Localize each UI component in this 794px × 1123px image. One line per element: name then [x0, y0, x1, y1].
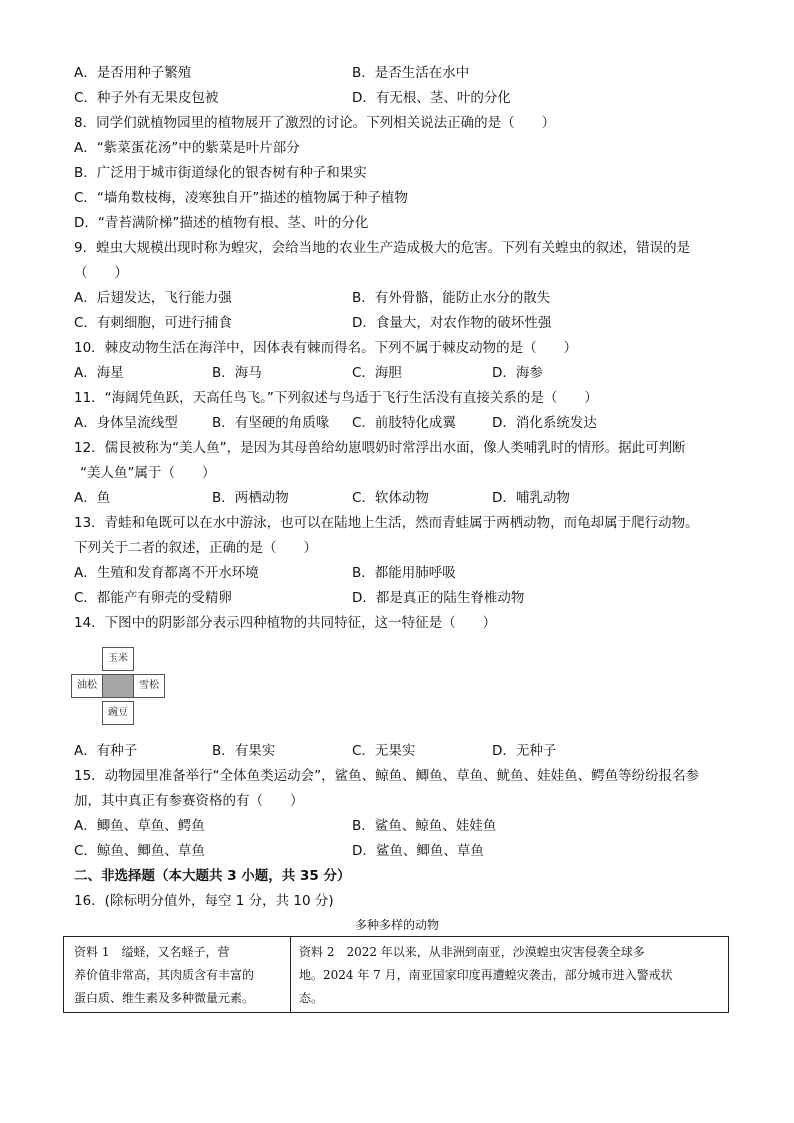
- q13-option-d: D．都是真正的陆生脊椎动物: [352, 590, 525, 606]
- table-title: 多种多样的动物: [354, 918, 439, 932]
- material-2-line: 资料 2 2022 年以来，从非洲到南亚，沙漠蝗虫灾害侵袭全球多: [299, 945, 645, 959]
- q15-stem-cont: 加，其中真正有参赛资格的有（ ）: [74, 793, 304, 809]
- q14-option-a: A．有种子: [74, 743, 138, 759]
- q11-option-c: C．前肢特化成翼: [352, 415, 456, 431]
- material-1-cell: [64, 937, 291, 1012]
- q14-option-b: B．有果实: [212, 743, 276, 759]
- q10-option-d: D．海参: [492, 365, 543, 381]
- q10-stem: 10．棘皮动物生活在海洋中，因体表有棘而得名。下列不属于棘皮动物的是（ ）: [74, 340, 578, 356]
- q12-option-a: A．鱼: [74, 490, 111, 506]
- q11-option-b: B．有坚硬的角质喙: [212, 415, 330, 431]
- q9-option-d: D．食量大，对农作物的破坏性强: [352, 315, 552, 331]
- q12-option-c: C．软体动物: [352, 490, 429, 506]
- q7-option-c: C．种子外有无果皮包被: [74, 90, 219, 106]
- q16-stem: 16．(除标明分值外，每空 1 分，共 10 分): [74, 893, 334, 909]
- q12-option-d: D．哺乳动物: [492, 490, 570, 506]
- section-title: 二、非选择题（本大题共 3 小题，共 35 分）: [74, 868, 351, 884]
- q8-option-d: D．“青苔满阶梯”描述的植物有根、茎、叶的分化: [74, 215, 369, 231]
- q11-stem: 11．“海阔凭鱼跃，天高任鸟飞。”下列叙述与鸟适于飞行生活没有直接关系的是（ ）: [74, 390, 598, 406]
- material-2-line: 态。: [299, 991, 324, 1005]
- material-1-line: 资料 1 缢蛏，又名蛏子，营: [74, 945, 230, 959]
- q15-option-b: B．鲨鱼、鲸鱼、娃娃鱼: [352, 818, 497, 834]
- q9-stem-cont: （ ）: [74, 265, 128, 281]
- q11-option-d: D．消化系统发达: [492, 415, 597, 431]
- q15-option-d: D．鲨鱼、鲫鱼、草鱼: [352, 843, 484, 859]
- q13-option-b: B．都能用肺呼吸: [352, 565, 456, 581]
- diagram-cell-top: 玉米: [102, 647, 134, 671]
- q12-option-b: B．两栖动物: [212, 490, 289, 506]
- q9-option-b: B．有外骨骼，能防止水分的散失: [352, 290, 551, 306]
- diagram-cell-shaded: [102, 674, 134, 698]
- material-2-line: 地。2024 年 7 月，南亚国家印度再遭蝗灾袭击，部分城市进入警戒状: [299, 968, 673, 982]
- q7-option-d: D．有无根、茎、叶的分化: [352, 90, 511, 106]
- material-1-line: 养价值非常高，其肉质含有丰富的: [74, 968, 255, 982]
- q8-option-c: C．“墙角数枝梅，凌寒独自开”描述的植物属于种子植物: [74, 190, 408, 206]
- q14-stem: 14．下图中的阴影部分表示四种植物的共同特征，这一特征是（ ）: [74, 615, 497, 631]
- materials-table: [63, 936, 729, 1013]
- q12-stem: 12．儒艮被称为“美人鱼”，是因为其母兽给幼崽喂奶时常浮出水面，像人类哺乳时的情形。据此可判断: [74, 440, 686, 456]
- q15-stem: 15．动物园里准备举行“全体鱼类运动会”，鲨鱼、鲸鱼、鲫鱼、草鱼、鱿鱼、娃娃鱼、鳄鱼等纷纷报名参: [74, 768, 700, 784]
- material-2-cell: [291, 937, 730, 1012]
- q13-option-c: C．都能产有卵壳的受精卵: [74, 590, 232, 606]
- q7-option-a: A．是否用种子繁殖: [74, 65, 192, 81]
- diagram-cell-left: 油松: [71, 674, 103, 698]
- q8-option-a: A．“紫菜蛋花汤”中的紫菜是叶片部分: [74, 140, 300, 156]
- q13-option-a: A．生殖和发育都离不开水环境: [74, 565, 259, 581]
- q8-stem: 8．同学们就植物园里的植物展开了激烈的讨论。下列相关说法正确的是（ ）: [74, 115, 556, 131]
- q7-option-b: B．是否生活在水中: [352, 65, 470, 81]
- q14-option-c: C．无果实: [352, 743, 416, 759]
- q9-option-a: A．后翅发达，飞行能力强: [74, 290, 232, 306]
- q13-stem: 13．青蛙和龟既可以在水中游泳，也可以在陆地上生活，然而青蛙属于两栖动物，而龟却属于爬行动物。: [74, 515, 699, 531]
- q8-option-b: B．广泛用于城市街道绿化的银杏树有种子和果实: [74, 165, 367, 181]
- q12-stem-cont: “美人鱼”属于（ ）: [80, 465, 216, 481]
- diagram-cell-right: 雪松: [133, 674, 165, 698]
- diagram-cell-bottom: 豌豆: [102, 701, 134, 725]
- q10-option-a: A．海星: [74, 365, 124, 381]
- material-1-line: 蛋白质、维生素及多种微量元素。: [74, 991, 255, 1005]
- q9-option-c: C．有刺细胞，可进行捕食: [74, 315, 232, 331]
- q13-stem-cont: 下列关于二者的叙述，正确的是（ ）: [74, 540, 317, 556]
- q15-option-a: A．鲫鱼、草鱼、鳄鱼: [74, 818, 205, 834]
- q10-option-b: B．海马: [212, 365, 262, 381]
- q15-option-c: C．鲸鱼、鲫鱼、草鱼: [74, 843, 205, 859]
- q10-option-c: C．海胆: [352, 365, 402, 381]
- q9-stem: 9．蝗虫大规模出现时称为蝗灾，会给当地的农业生产造成极大的危害。下列有关蝗虫的叙述，错误的是: [74, 240, 691, 256]
- q11-option-a: A．身体呈流线型: [74, 415, 178, 431]
- q14-option-d: D．无种子: [492, 743, 557, 759]
